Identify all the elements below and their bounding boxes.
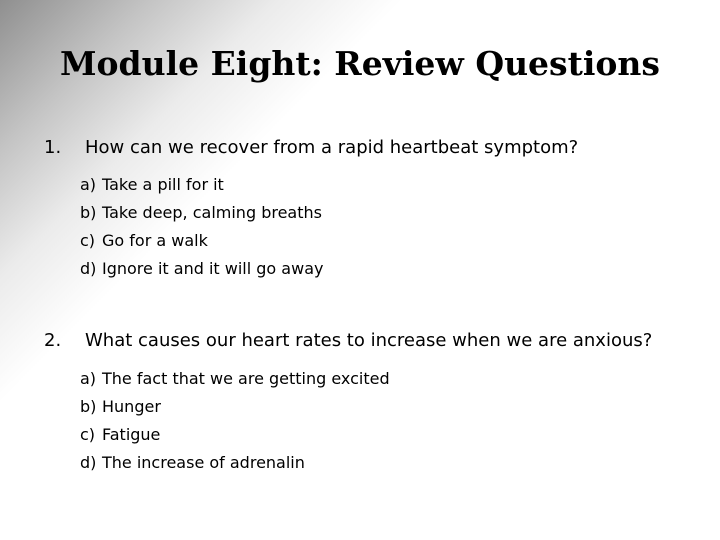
option-text: Take deep, calming breaths: [102, 203, 322, 222]
slide-title: Module Eight: Review Questions: [60, 44, 660, 83]
option-item: [80, 449, 390, 477]
option-item: [80, 227, 323, 255]
question-2-options: [80, 365, 390, 477]
option-text: The fact that we are getting excited: [102, 369, 390, 388]
option-item: [80, 421, 390, 449]
option-text: Fatigue: [102, 425, 161, 444]
option-item: [80, 171, 323, 199]
question-number: 2.: [44, 330, 62, 351]
question-text: What causes our heart rates to increase when we are anxious?: [85, 330, 653, 351]
option-text: Go for a walk: [102, 231, 208, 250]
option-item: [80, 393, 390, 421]
option-item: [80, 199, 323, 227]
option-letter: d): [80, 259, 97, 278]
option-text: Ignore it and it will go away: [102, 259, 324, 278]
option-letter: a): [80, 175, 97, 194]
option-letter: c): [80, 425, 96, 444]
question-number: 1.: [44, 137, 62, 158]
option-letter: a): [80, 369, 97, 388]
option-letter: b): [80, 203, 97, 222]
question-text: How can we recover from a rapid heartbeat symptom?: [85, 137, 579, 158]
option-letter: d): [80, 453, 97, 472]
option-letter: c): [80, 231, 96, 250]
option-item: [80, 255, 323, 283]
question-1-options: [80, 171, 323, 283]
option-letter: b): [80, 397, 97, 416]
option-text: Hunger: [102, 397, 161, 416]
option-item: [80, 365, 390, 393]
option-text: The increase of adrenalin: [102, 453, 305, 472]
option-text: Take a pill for it: [102, 175, 224, 194]
